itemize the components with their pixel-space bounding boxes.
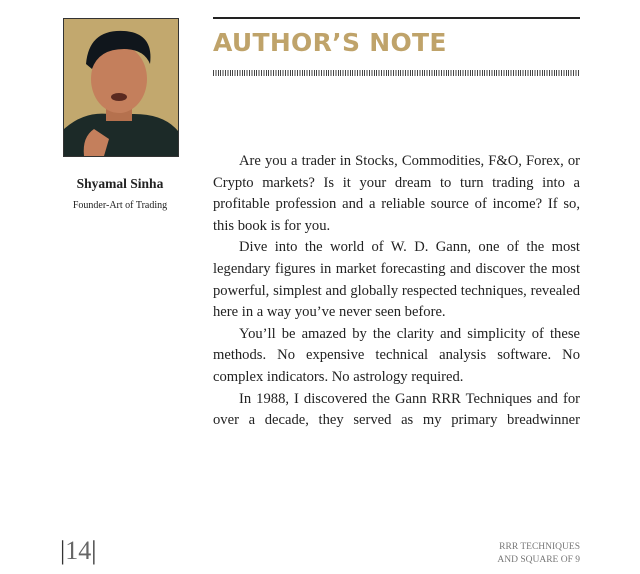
running-footer xyxy=(497,541,580,567)
paragraph: You’ll be amazed by the clarity and simplicity of these methods. No expensive technical analysis software. No complex indicators. No astrology required. xyxy=(213,325,580,385)
author-role: Founder-Art of Trading xyxy=(72,200,168,211)
body-text xyxy=(213,151,580,432)
top-rule xyxy=(213,17,580,19)
paragraph: In 1988, I discovered the Gann RRR Techniques and for over a decade, they served as my primary breadwinner xyxy=(213,390,580,429)
author-name: Shyamal Sinha xyxy=(76,176,164,191)
footer-line-1: RRR TECHNIQUES xyxy=(499,542,580,552)
page-number-value: 14 xyxy=(65,536,92,565)
author-photo xyxy=(63,18,179,157)
paragraph: Are you a trader in Stocks, Commodities, F&O, Forex, or Crypto markets? Is it your dream to turn trading into a profitable profession and a reliable source of income? If so, this book is for you. xyxy=(213,153,580,234)
page-number: |14| xyxy=(60,536,97,565)
paragraph: Dive into the world of W. D. Gann, one of the most legendary figures in market forecasting and discover the most powerful, simplest and globally respected techniques, revealed here in a way you’ve never seen before. xyxy=(213,239,580,321)
footer-line-2: AND SQUARE OF 9 xyxy=(497,555,580,565)
page-title: AUTHOR’S NOTE xyxy=(213,28,447,57)
decorative-tick-rule xyxy=(213,70,580,76)
